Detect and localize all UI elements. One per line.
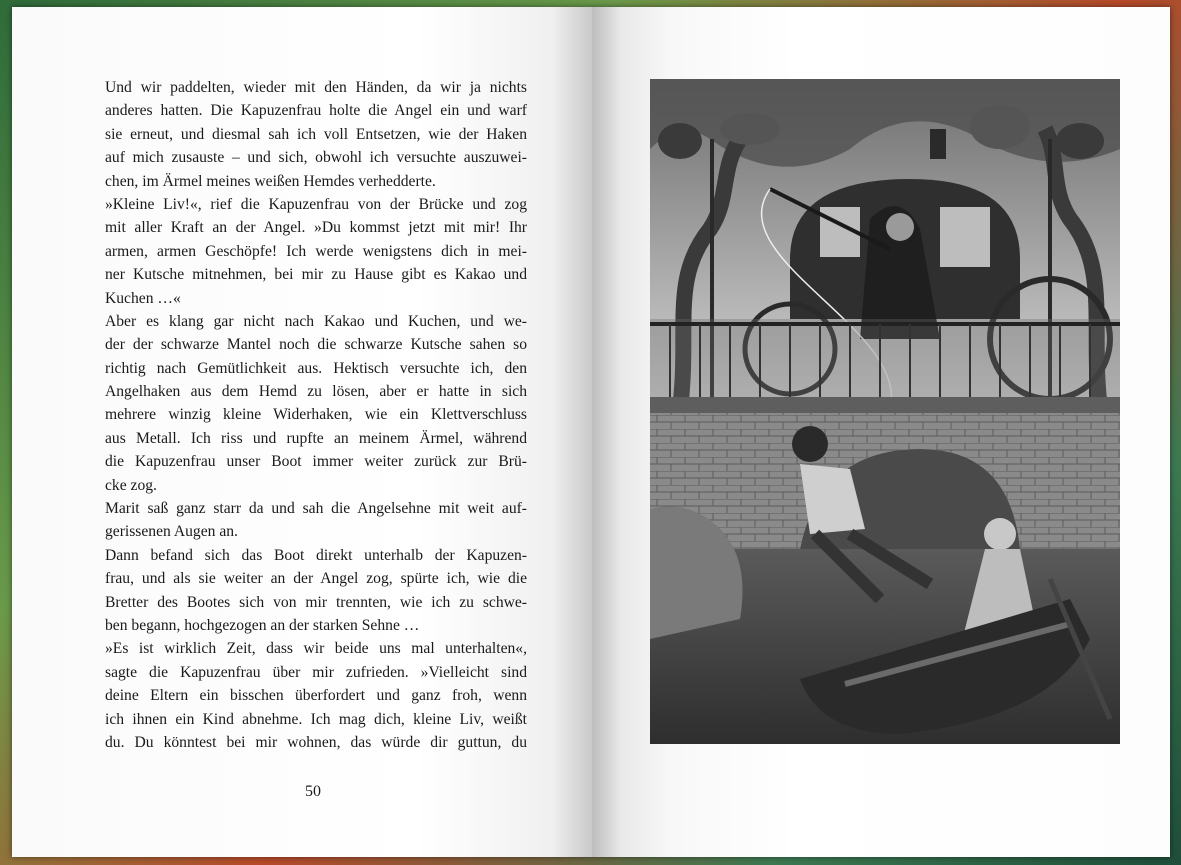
text-line: mehrere winzig kleine Widerhaken, wie ein Klettverschluss bbox=[105, 406, 527, 424]
text-line: anderes hatten. Die Kapuzenfrau holte die Angel ein und warf bbox=[105, 102, 527, 120]
text-line: armen, armen Geschöpfe! Ich werde wenigstens dich in mei- bbox=[105, 242, 527, 260]
text-line: Angelhaken aus dem Hemd zu lösen, aber er hatte in sich bbox=[105, 383, 527, 401]
girl-head bbox=[984, 518, 1016, 550]
boy-head bbox=[792, 426, 828, 462]
text-line: chen, im Ärmel meines weißen Hemdes verhedderte. bbox=[105, 172, 436, 190]
text-line: Und wir paddelten, wieder mit den Händen, da wir ja nichts bbox=[105, 79, 527, 96]
text-line: du. Du könntest bei mir wohnen, das würde dir guttun, du bbox=[105, 733, 527, 751]
text-line: cke zog. bbox=[105, 476, 157, 494]
text-line: gerissenen Augen an. bbox=[105, 523, 238, 541]
right-page bbox=[592, 7, 1170, 857]
text-line: »Es ist wirklich Zeit, dass wir beide uns mal unterhalten«, bbox=[105, 640, 527, 658]
text-line: sagte die Kapuzenfrau über mir zufrieden. »Vielleicht sind bbox=[105, 663, 527, 681]
bridge-carriage-illustration bbox=[650, 79, 1120, 744]
text-line: ich ihnen ein Kind abnehme. Ich mag dich, kleine Liv, weißt bbox=[105, 710, 527, 728]
left-page bbox=[12, 7, 592, 857]
fish-ornament-icon bbox=[658, 123, 702, 159]
fish-ornament-icon bbox=[1056, 123, 1104, 159]
text-line: ner Kutsche mitnehmen, bei mir zu Hause gibt es Kakao und bbox=[105, 266, 527, 284]
text-line: mit aller Kraft an der Angel. »Du kommst jetzt mit mir! Ihr bbox=[105, 219, 527, 237]
text-line: richtig nach Gemütlichkeit aus. Hektisch versuchte ich, den bbox=[105, 359, 527, 377]
text-line: die Kapuzenfrau unser Boot immer weiter zurück zur Brü- bbox=[105, 453, 527, 471]
text-line: Marit saß ganz starr da und sah die Angelsehne mit weit auf- bbox=[105, 500, 527, 518]
illustration bbox=[650, 79, 1120, 744]
text-line: aus Metall. Ich riss und rupfte an meinem Ärmel, während bbox=[105, 429, 527, 447]
bridge-deck bbox=[650, 397, 1120, 413]
open-book bbox=[12, 7, 1170, 857]
fish-ornament-icon bbox=[970, 105, 1030, 149]
text-line: Bretter des Bootes sich von mir trennten, wie ich zu schwe- bbox=[105, 593, 527, 611]
text-line: der der schwarze Mantel noch die schwarze Kutsche sahen so bbox=[105, 336, 527, 354]
fish-ornament-icon bbox=[720, 113, 780, 145]
bridge-railing bbox=[650, 319, 1120, 409]
text-line: Kuchen …« bbox=[105, 289, 181, 307]
page-number: 50 bbox=[305, 783, 321, 800]
text-line: »Kleine Liv!«, rief die Kapuzenfrau von der Brücke und zog bbox=[105, 195, 527, 213]
text-line: auf mich zusauste – und sich, obwohl ich versuchte auszuwei- bbox=[105, 149, 527, 167]
woman-face bbox=[886, 213, 914, 241]
text-line: Aber es klang gar nicht nach Kakao und Kuchen, und we- bbox=[105, 312, 527, 330]
text-line: ben begann, hochgezogen an der starken Sehne … bbox=[105, 616, 420, 634]
carriage-window bbox=[940, 207, 990, 267]
text-line: Dann befand sich das Boot direkt unterhalb der Kapuzen- bbox=[105, 546, 527, 564]
lantern-icon bbox=[930, 129, 946, 159]
text-line: deine Eltern ein bisschen überfordert und ganz froh, wenn bbox=[105, 687, 527, 705]
text-line: sie erneut, und diesmal sah ich voll Entsetzen, wie der Haken bbox=[105, 125, 527, 143]
text-line: frau, und als sie weiter an der Angel zog, spürte ich, wie die bbox=[105, 570, 527, 588]
body-text bbox=[105, 76, 527, 754]
